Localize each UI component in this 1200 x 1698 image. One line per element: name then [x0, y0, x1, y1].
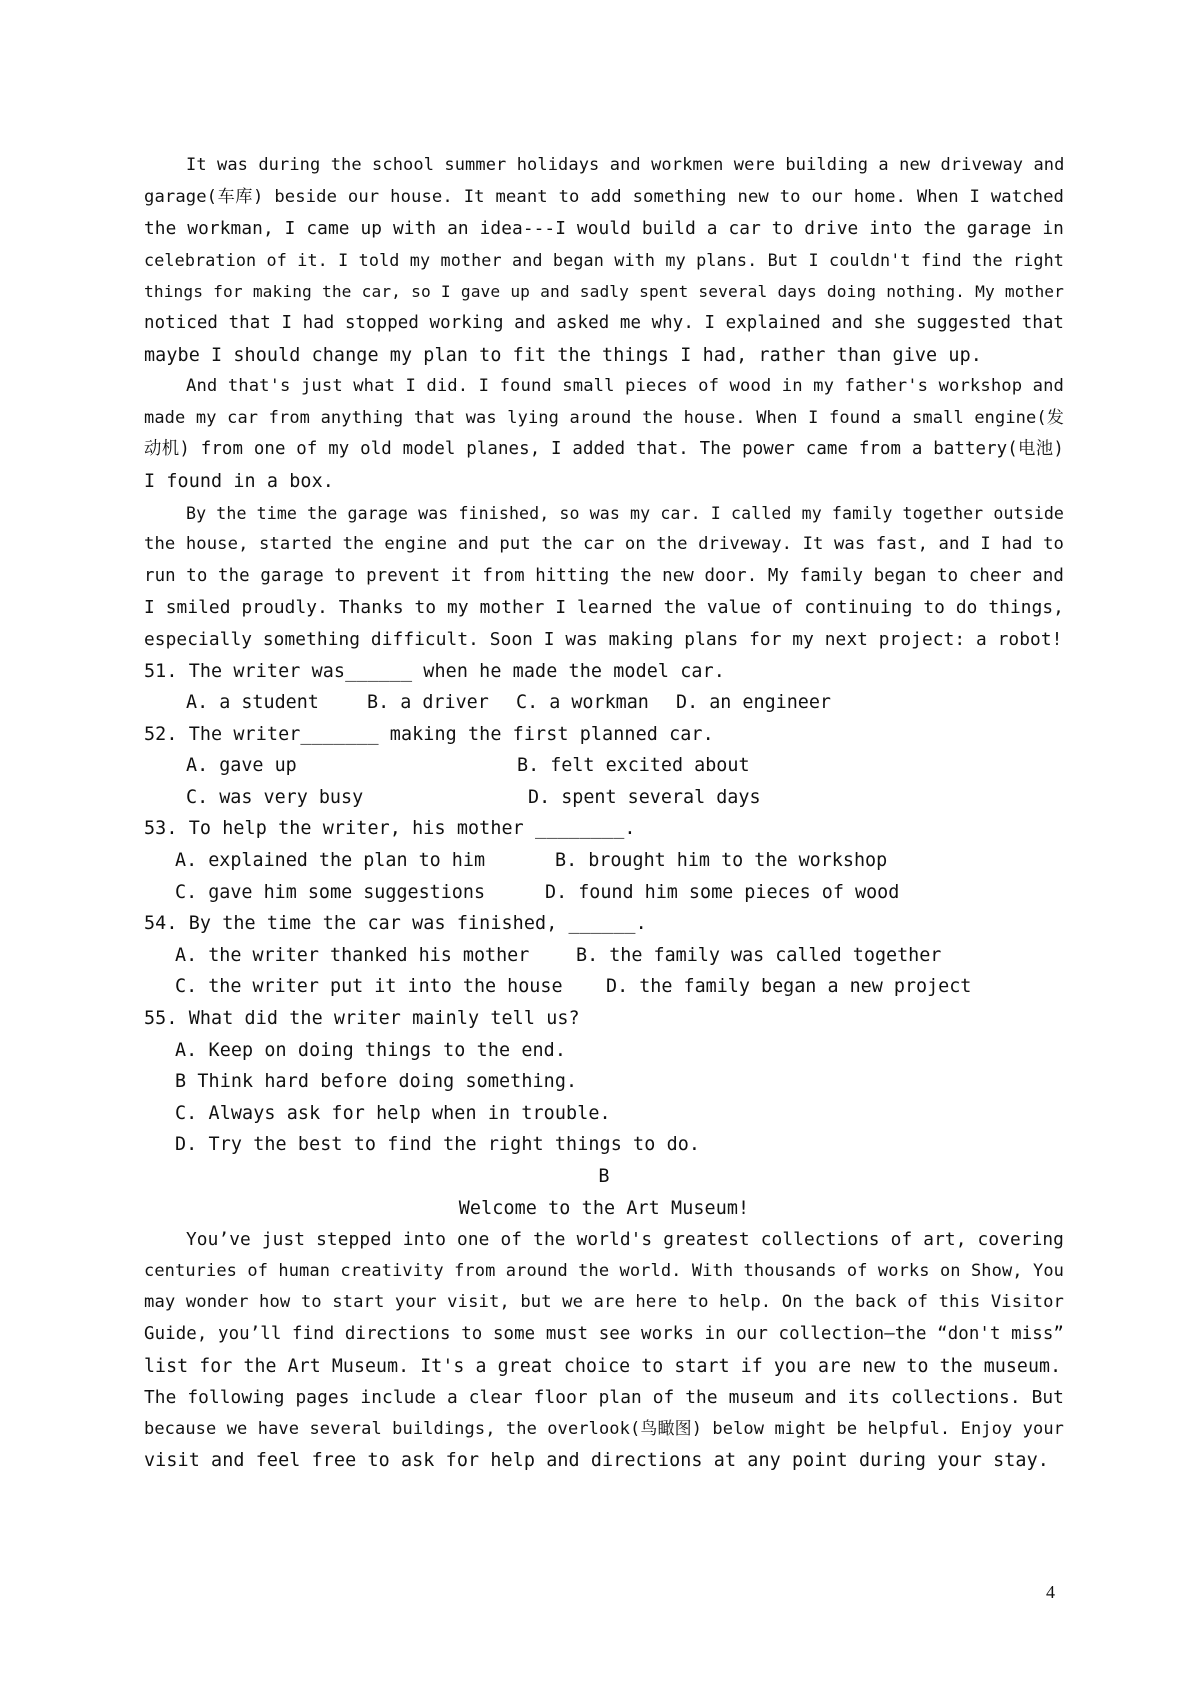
text-line: celebration of it. I told my mother and began with my plans. But I couldn't find the right	[144, 249, 1064, 270]
text-line: By the time the garage was finished, so was my car. I called my family together outside	[186, 503, 1064, 523]
question-55	[144, 1003, 1064, 1161]
option-c: C. gave him some suggestions	[175, 881, 486, 903]
option-c: C. Always ask for help when in trouble.	[175, 1102, 611, 1124]
option-b: B. the family was called together	[576, 944, 942, 966]
option-d: D. Try the best to find the right things to do.	[175, 1134, 701, 1156]
paragraph	[144, 1382, 1064, 1477]
option-row	[144, 877, 1064, 909]
option-c: C. was very busy	[186, 786, 364, 808]
text-line: You’ve just stepped into one of the world's greatest collections of art, covering	[186, 1229, 1064, 1251]
text-line: list for the Art Museum. It's a great choice to start if you are new to the museum.	[144, 1355, 1062, 1377]
paragraph	[144, 150, 1064, 371]
option-a: A. a student	[186, 692, 319, 714]
question-stem: 52. The writer_______ making the first planned car.	[144, 723, 714, 745]
option-row	[144, 687, 1064, 719]
text-line: The following pages include a clear floor plan of the museum and its collections. But	[144, 1387, 1064, 1409]
text-line: the house, started the engine and put the car on the driveway. It was fast, and I had to	[144, 534, 1064, 555]
option-c: C. a workman	[516, 692, 649, 714]
option-b: B. felt excited about	[517, 755, 750, 777]
option-a: A. explained the plan to him	[175, 850, 486, 872]
question-stem: 51. The writer was______ when he made the model car.	[144, 660, 725, 682]
question-53	[144, 813, 1064, 908]
paragraph	[144, 371, 1064, 497]
question-stem: 54. By the time the car was finished, ______.	[144, 913, 647, 935]
option-a: A. gave up	[186, 755, 297, 777]
text-line: And that's just what I did. I found small pieces of wood in my father's workshop and	[186, 376, 1064, 397]
question-54	[144, 908, 1064, 1003]
question-52	[144, 719, 1064, 814]
text-line: may wonder how to start your visit, but we are here to help. On the back of this Visitor	[144, 1292, 1064, 1313]
text-line: I found in a box.	[144, 470, 334, 492]
text-line: It was during the school summer holidays and workmen were building a new driveway and	[186, 155, 1065, 175]
text-line: 动机) from one of my old model planes, I added that. The power came from a battery(电池)	[144, 439, 1064, 460]
option-b: B Think hard before doing something.	[175, 1071, 578, 1093]
text-line: Guide, you’ll find directions to some must see works in our collection—the “don't miss”	[144, 1323, 1064, 1344]
text-line: things for making the car, so I gave up and sadly spent several days doing nothing. My mother	[144, 282, 1064, 302]
passage-title: Welcome to the Art Museum!	[458, 1197, 750, 1219]
option-row	[144, 845, 1064, 877]
passage-a	[144, 150, 1064, 656]
option-row	[144, 750, 1064, 782]
section-letter: B	[598, 1166, 610, 1187]
text-line: especially something difficult. Soon I was making plans for my next project: a robot!	[144, 628, 1063, 650]
option-b: B. a driver	[367, 692, 489, 714]
option-a: A. Keep on doing things to the end.	[175, 1039, 567, 1061]
document-page	[144, 150, 1064, 1477]
text-line: the workman, I came up with an idea---I would build a car to drive into the garage in	[144, 218, 1064, 240]
text-line: garage(车库) beside our house. It meant to add something new to our home. When I watched	[144, 186, 1064, 207]
text-line: visit and feel free to ask for help and directions at any point during your stay.	[144, 1450, 1049, 1472]
paragraph	[144, 498, 1064, 656]
option-c: C. the writer put it into the house	[175, 976, 563, 998]
text-line: maybe I should change my plan to fit the things I had, rather than give up.	[144, 344, 982, 366]
text-line: centuries of human creativity from around the world. With thousands of works on Show, You	[144, 1260, 1064, 1281]
text-line: run to the garage to prevent it from hitting the new door. My family began to cheer and	[144, 565, 1064, 586]
option-d: D. the family began a new project	[606, 976, 972, 998]
option-b: B. brought him to the workshop	[555, 850, 888, 872]
text-line: I smiled proudly. Thanks to my mother I learned the value of continuing to do things,	[144, 597, 1064, 619]
question-stem: 55. What did the writer mainly tell us?	[144, 1008, 580, 1030]
option-a: A. the writer thanked his mother	[175, 944, 530, 966]
text-line: made my car from anything that was lying around the house. When I found a small engine(发	[144, 407, 1064, 428]
option-row	[144, 782, 1064, 814]
option-d: D. spent several days	[528, 786, 761, 808]
question-stem: 53. To help the writer, his mother ________.	[144, 818, 636, 840]
option-row	[144, 971, 1064, 1003]
page-number: 4	[1046, 1582, 1055, 1602]
option-d: D. an engineer	[676, 692, 832, 714]
option-d: D. found him some pieces of wood	[545, 881, 900, 903]
question-list	[144, 656, 1064, 1162]
text-line: noticed that I had stopped working and asked me why. I explained and she suggested that	[144, 312, 1064, 333]
option-row	[144, 940, 1064, 972]
text-line: because we have several buildings, the overlook(鸟瞰图) below might be helpful. Enjoy your	[144, 1418, 1064, 1439]
passage-b	[144, 1161, 1064, 1477]
paragraph	[144, 1224, 1064, 1382]
question-51	[144, 656, 1064, 719]
